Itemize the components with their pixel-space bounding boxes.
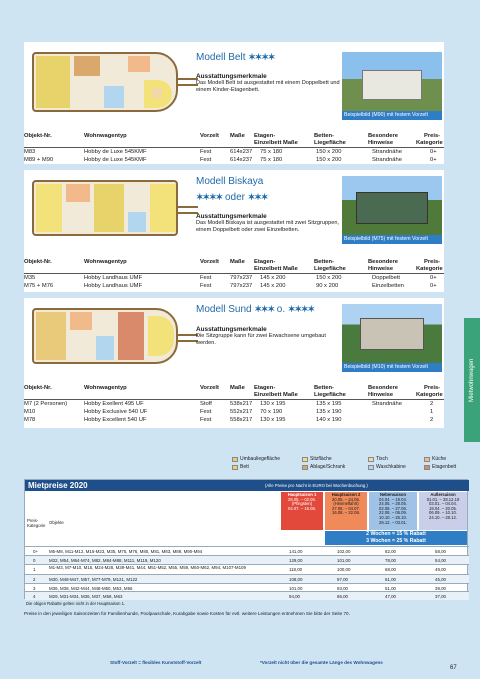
col-kat-2: Kategorie <box>416 392 443 398</box>
col-etagen-2: Einzelbett Maße <box>254 140 298 146</box>
col-etagen: Etagen- <box>254 133 276 139</box>
col-betten: Betten- <box>314 385 334 391</box>
persons-icon: ✶✶✶✶ <box>248 52 275 62</box>
season-header: Hauptsaison 1 28.05. – 02.06. (Pfingsten) 04.07. – 16.08. <box>281 492 323 530</box>
features-heading: Ausstattungsmerkmale <box>196 326 267 333</box>
col-objekt: Objekt-Nr. <box>24 385 52 391</box>
price-row: 3 M36, M38, M42-M44, M48-M50, M53, M56 101,00 93,00 51,00 39,00 <box>25 583 469 592</box>
col-wohnwagentyp: Wohnwagentyp <box>84 259 127 265</box>
model-title: Modell Sund <box>196 304 252 315</box>
col-wohnwagentyp: Wohnwagentyp <box>84 133 127 139</box>
side-tab-mietwohnwagen[interactable]: Mietwohnwagen <box>464 318 480 442</box>
photo-caption: Beispielbild (M10) mit festem Vorzelt <box>342 363 442 372</box>
col-etagen: Etagen- <box>254 259 276 265</box>
discount-3-weeks: 3 Wochen = 25 % Rabatt <box>325 538 467 545</box>
season-header: Außersaison 01.01. – 28.12.19 03.01. – 04.04. 19.04. – 20.05. 06.09. – 10.10. 24.10. – 28.12. <box>419 492 467 530</box>
legend-item: Waschkabine <box>368 464 406 470</box>
photo-caption: Beispielbild (M75) mit festem Vorzelt <box>342 235 442 244</box>
model-card-biskaya: Modell Biskaya ✶✶✶✶ oder ✶✶✶ Ausstattungsmerkmale Das Modell Biskaya ist ausgestattet mit zwei Sitzgruppen, einem Doppelbett oder zwei Einzelbetten. Beispielbild (M75) mit festem Vorzelt Objekt-Nr. Wohnwagentyp Vorzelt Maße Etagen- Einzelbett Maße Betten- Liegefläche Besondere Hinweise Preis- Kategorie M35 Hobby Landhaus UMF Fest 797x237 145 x 200 150 x 200 Doppelbett 0+ M75 + M76 Hobby Landhaus UMF Fest 797x237 145 x 200 90 x 200 Einzelbetten 0+ <box>24 170 444 292</box>
persons-or-label: oder <box>224 192 245 203</box>
col-objekte: Objekte <box>49 520 64 525</box>
features-heading: Ausstattungsmerkmale <box>196 73 267 80</box>
season-header: Nebensaison 04.04. – 19.04. 24.05. – 28.05. 02.06. – 27.06. 22.08. – 06.09. 10.10. – 25.10. 28.12. – 03.01. <box>369 492 417 530</box>
bottom-note-right: *Vorzelt nicht über die gesamte Länge des Wohnwagens <box>260 660 383 665</box>
col-hinweise: Besondere <box>368 259 398 265</box>
price-table-subtitle: (Alle Preise pro Nacht in EURO bei Wochenbuchung.) <box>265 483 368 488</box>
features-text: Das Modell Biskaya ist ausgestattet mit zwei Sitzgruppen, einem Doppelbett oder zwei Einzelbetten. <box>196 220 340 233</box>
col-objekt: Objekt-Nr. <box>24 259 52 265</box>
photo-belt <box>342 52 442 120</box>
legend-item: Bett <box>232 464 249 470</box>
persons-icon: ✶✶✶✶ <box>196 192 223 202</box>
legend-item: Sitzfläche <box>302 456 332 462</box>
col-etagen-2: Einzelbett Maße <box>254 266 298 272</box>
photo-sund <box>342 304 442 372</box>
legend-item: Tisch <box>368 456 388 462</box>
col-hinweise-2: Hinweise <box>368 266 394 272</box>
price-row: 0+ M5-M8, M11-M12, M15-M23, M35, M75, M76, M80, M81, M83, M89, M90-M94 141,00 102,00 82,00 58,00 <box>25 546 469 555</box>
col-hinweise-2: Hinweise <box>368 392 394 398</box>
col-masse: Maße <box>230 133 245 139</box>
features-text: Das Modell Belt ist ausgestattet mit einem Doppelbett und einem Kinder-Etagenbett. <box>196 80 340 93</box>
model-title: Modell Belt <box>196 52 246 63</box>
price-row: 1 M1-M3, M7-M10, M15, M24-M28, M39-M41, M44, M51-M52, M55, M59, M60-M62, M94, M107-M109 118,00 100,00 68,00 49,00 <box>25 564 469 574</box>
persons-or-label: o. <box>276 304 286 315</box>
model-card-sund: Modell Sund ✶✶✶ o. ✶✶✶✶ Ausstattungsmerkmale Die Sitzgruppe kann für zwei Erwachsene umgebaut werden. Beispielbild (M10) mit festem Vorzelt Objekt-Nr. Wohnwagentyp Vorzelt Maße Etagen- Einzelbett Maße Betten- Liegefläche Besondere Hinweise Preis- Kategorie M7 (2 Personen) Hobby Exellent 495 UF Stoff 538x217 130 x 195 135 x 195 Strandnähe 2 M10 Hobby Exclusive 540 UF Fest 552x217 70 x 190 135 x 190 1 M78 Hobby Excellent 540 UF Fest 558x217 130 x 195 140 x 190 2 <box>24 298 444 428</box>
photo-biskaya <box>342 176 442 244</box>
col-kat-2: Kategorie <box>416 266 443 272</box>
col-vorzelt: Vorzelt <box>200 385 219 391</box>
col-masse: Maße <box>230 385 245 391</box>
persons-icon: ✶✶✶ <box>254 304 274 314</box>
col-etagen: Etagen- <box>254 385 276 391</box>
photo-caption: Beispielbild (M90) mit festem Vorzelt <box>342 111 442 120</box>
col-betten-2: Liegefläche <box>314 392 346 398</box>
col-objekt: Objekt-Nr. <box>24 133 52 139</box>
col-kat: Preis- <box>424 385 441 391</box>
page-number: 67 <box>450 665 457 671</box>
model-title: Modell Biskaya <box>196 176 264 187</box>
price-row: 0 M32, M54, M64-M74, M82, M84-M88, M111, M119, M120 129,00 101,00 78,00 54,00 <box>25 555 469 564</box>
col-kat: Preis- <box>424 259 441 265</box>
legend-item: Umbauliegefläche <box>232 456 280 462</box>
legend-item: Etagenbett <box>424 464 456 470</box>
price-table-title: Mietpreise 2020 <box>28 481 88 490</box>
floorplan-sund <box>32 308 178 364</box>
discount-2-weeks: 2 Wochen = 15 % Rabatt <box>325 531 467 538</box>
col-vorzelt: Vorzelt <box>200 133 219 139</box>
col-preiskategorie: Preis- Kategorie <box>27 518 46 528</box>
persons-icon-alt: ✶✶✶ <box>247 192 268 202</box>
model-card-belt: Modell Belt ✶✶✶✶ Ausstattungsmerkmale Das Modell Belt ist ausgestattet mit einem Doppelbett und einem Kinder-Etagenbett. Beispielbild (M90) mit festem Vorzelt Objekt-Nr. Wohnwagentyp Vorzelt Maße Etagen- Einzelbett Maße Betten- Liegefläche Besondere Hinweise Preis- Kategorie M83 Hobby de Luxe 545KMF Fest 614x237 75 x 180 150 x 200 Strandnähe 0+ M89 + M90 Hobby de Luxe 545KMF Fest 614x237 75 x 180 150 x 200 Strandnähe 0+ <box>24 42 444 164</box>
price-row: 2 M30, M48-M47, M57, M77-M79, M121, M122 108,00 97,00 61,00 45,00 <box>25 574 469 583</box>
col-kat-2: Kategorie <box>416 140 443 146</box>
floorplan-belt <box>32 52 178 112</box>
col-kat: Preis- <box>424 133 441 139</box>
col-betten-2: Liegefläche <box>314 266 346 272</box>
season-header: Hauptsaison 2 20.05. – 24.05. (Himmelfahrt) 27.06. – 04.07. 16.08. – 22.08. <box>325 492 367 530</box>
col-masse: Maße <box>230 259 245 265</box>
legend-item: Küche <box>424 456 446 462</box>
legend-item: Ablage/Schrank <box>302 464 345 470</box>
floorplan-biskaya <box>32 180 178 236</box>
col-hinweise: Besondere <box>368 385 398 391</box>
col-vorzelt: Vorzelt <box>200 259 219 265</box>
col-betten: Betten- <box>314 259 334 265</box>
price-table <box>24 479 468 599</box>
col-wohnwagentyp: Wohnwagentyp <box>84 385 127 391</box>
features-heading: Ausstattungsmerkmale <box>196 213 267 220</box>
price-row: 4 M29, M31-M34, M36, M37, M58, M63 94,00 86,00 47,00 37,00 <box>25 591 469 600</box>
col-betten-2: Liegefläche <box>314 140 346 146</box>
price-table-header <box>25 480 469 491</box>
persons-icon-alt: ✶✶✶✶ <box>287 304 315 314</box>
col-etagen-2: Einzelbett Maße <box>254 392 298 398</box>
discount-note: Die obigen Rabatte gelten nicht in der Hauptsaison 1. <box>26 601 126 606</box>
footnote: Preise in den jeweiligen Saisonzeiten für Familienhunde, Poolpauschale, Kurabgabe sowie Kosten für evtl. weitere Leistungen entnehmen Sie bitte der Seite 70. <box>24 611 350 616</box>
col-betten: Betten- <box>314 133 334 139</box>
col-hinweise: Besondere <box>368 133 398 139</box>
bottom-note-left: Stoff-Vorzelt = flexibles Kunststoff-Vorzelt <box>110 660 202 665</box>
features-text: Die Sitzgruppe kann für zwei Erwachsene umgebaut werden. <box>196 333 326 346</box>
col-hinweise-2: Hinweise <box>368 140 394 146</box>
